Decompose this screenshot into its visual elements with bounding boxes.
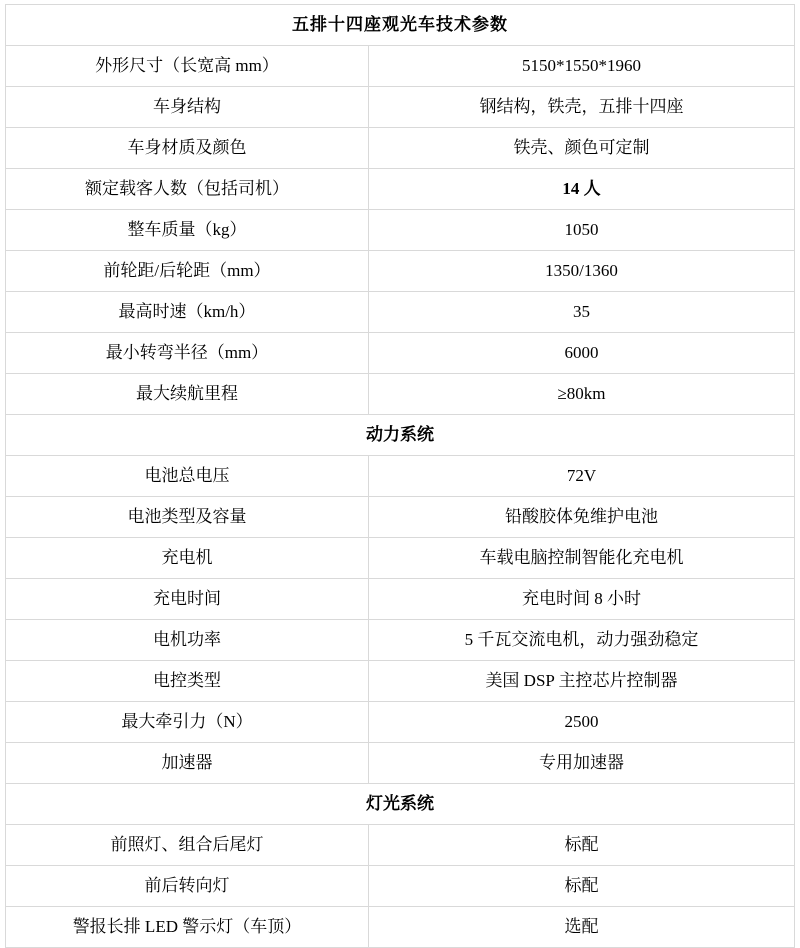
row-value: 标配: [368, 866, 794, 907]
row-value: 14 人: [368, 169, 794, 210]
row-value: 35: [368, 292, 794, 333]
row-value: 铅酸胶体免维护电池: [368, 497, 794, 538]
row-label: 电机功率: [6, 620, 369, 661]
table-row: [6, 374, 795, 415]
section-heading: 灯光系统: [6, 784, 795, 825]
row-label: 前轮距/后轮距（mm）: [6, 251, 369, 292]
row-label: 充电时间: [6, 579, 369, 620]
row-value: 2500: [368, 702, 794, 743]
table-row: [6, 497, 795, 538]
row-value: 钢结构，铁壳，五排十四座: [368, 87, 794, 128]
specification-table: [5, 4, 795, 948]
section-heading-row: [6, 784, 795, 825]
row-label: 最大牵引力（N）: [6, 702, 369, 743]
row-label: 最高时速（km/h）: [6, 292, 369, 333]
row-label: 车身结构: [6, 87, 369, 128]
document-title: 五排十四座观光车技术参数: [6, 5, 795, 46]
row-value: 6000: [368, 333, 794, 374]
row-value: ≥80km: [368, 374, 794, 415]
table-row: [6, 825, 795, 866]
row-value: 1350/1360: [368, 251, 794, 292]
row-label: 电池总电压: [6, 456, 369, 497]
row-value: 专用加速器: [368, 743, 794, 784]
table-row: [6, 538, 795, 579]
row-label: 电控类型: [6, 661, 369, 702]
table-row: [6, 661, 795, 702]
table-row: [6, 907, 795, 948]
table-title-row: [6, 5, 795, 46]
table-row: [6, 292, 795, 333]
row-value: 选配: [368, 907, 794, 948]
table-row: [6, 333, 795, 374]
table-row: [6, 128, 795, 169]
row-label: 加速器: [6, 743, 369, 784]
section-heading-row: [6, 415, 795, 456]
row-value: 铁壳、颜色可定制: [368, 128, 794, 169]
table-row: [6, 251, 795, 292]
table-row: [6, 456, 795, 497]
row-value: 车载电脑控制智能化充电机: [368, 538, 794, 579]
row-label: 警报长排 LED 警示灯（车顶）: [6, 907, 369, 948]
table-row: [6, 169, 795, 210]
row-value: 充电时间 8 小时: [368, 579, 794, 620]
row-label: 车身材质及颜色: [6, 128, 369, 169]
row-label: 前照灯、组合后尾灯: [6, 825, 369, 866]
table-row: [6, 866, 795, 907]
row-label: 外形尺寸（长宽高 mm）: [6, 46, 369, 87]
table-row: [6, 87, 795, 128]
row-label: 电池类型及容量: [6, 497, 369, 538]
table-row: [6, 579, 795, 620]
row-value: 72V: [368, 456, 794, 497]
table-row: [6, 620, 795, 661]
row-label: 整车质量（kg）: [6, 210, 369, 251]
row-label: 前后转向灯: [6, 866, 369, 907]
row-value: 5150*1550*1960: [368, 46, 794, 87]
table-row: [6, 702, 795, 743]
table-row: [6, 210, 795, 251]
row-label: 额定载客人数（包括司机）: [6, 169, 369, 210]
table-row: [6, 743, 795, 784]
table-row: [6, 46, 795, 87]
row-label: 最小转弯半径（mm）: [6, 333, 369, 374]
row-value: 标配: [368, 825, 794, 866]
section-heading: 动力系统: [6, 415, 795, 456]
row-label: 最大续航里程: [6, 374, 369, 415]
row-label: 充电机: [6, 538, 369, 579]
row-value: 1050: [368, 210, 794, 251]
row-value: 美国 DSP 主控芯片控制器: [368, 661, 794, 702]
table-body: [6, 5, 795, 948]
row-value: 5 千瓦交流电机，动力强劲稳定: [368, 620, 794, 661]
